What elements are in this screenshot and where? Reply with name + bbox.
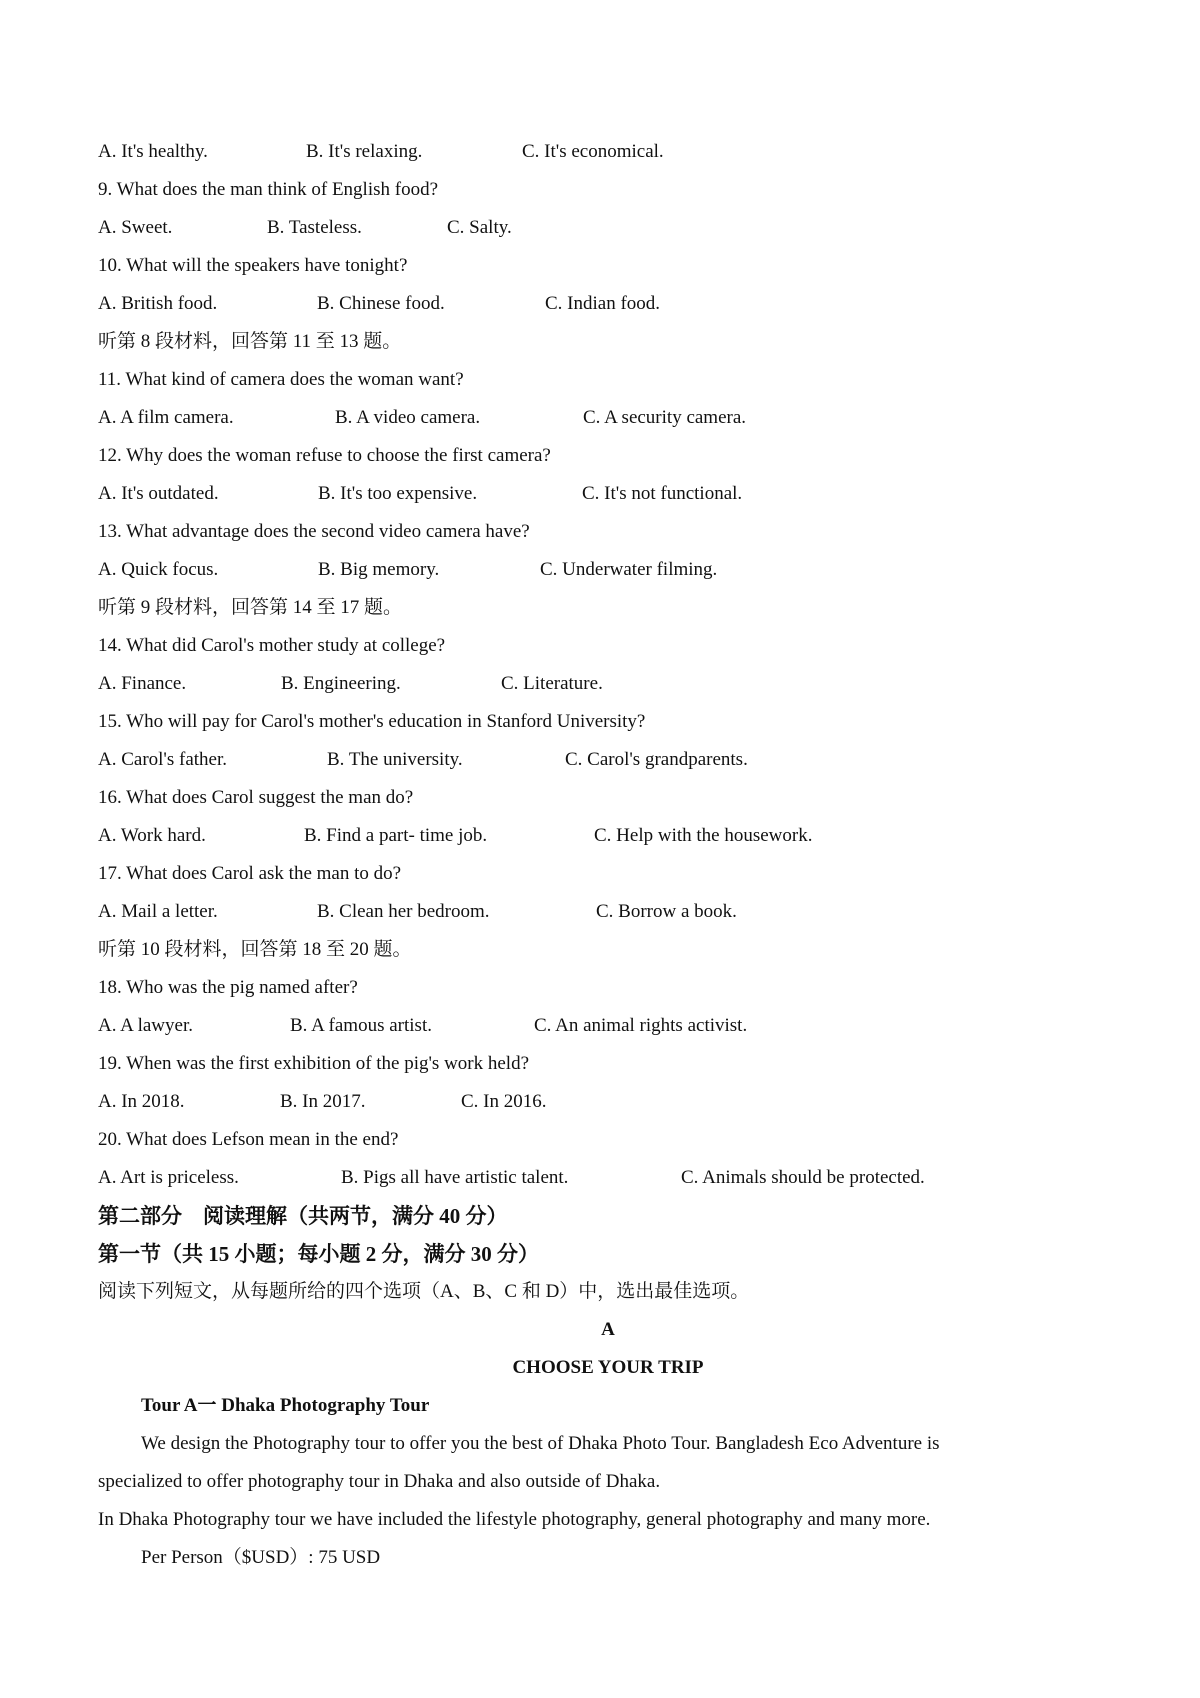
option-b: B. A famous artist. — [290, 1015, 432, 1036]
option-c: C. Underwater filming. — [540, 559, 718, 580]
option-a: A. Work hard. — [98, 825, 206, 846]
exam-page — [98, 133, 1118, 1577]
option-c: C. Animals should be protected. — [681, 1167, 925, 1188]
option-b: B. Find a part- time job. — [304, 825, 488, 846]
option-b: B. Big memory. — [318, 559, 440, 580]
listening-instruction: 听第 10 段材料，回答第 18 至 20 题。 — [98, 939, 412, 960]
options — [98, 665, 1118, 703]
options — [98, 1083, 1118, 1121]
option-c: C. Literature. — [501, 673, 603, 694]
passage-title: CHOOSE YOUR TRIP — [512, 1357, 704, 1378]
question: 9. What does the man think of English food? — [98, 179, 439, 200]
option-b: B. Pigs all have artistic talent. — [341, 1167, 569, 1188]
option-a: A. British food. — [98, 293, 218, 314]
question: 20. What does Lefson mean in the end? — [98, 1129, 399, 1150]
options — [98, 399, 1118, 437]
listening-instruction: 听第 9 段材料，回答第 14 至 17 题。 — [98, 597, 403, 618]
options — [98, 893, 1118, 931]
option-c: C. A security camera. — [583, 407, 747, 428]
options — [98, 475, 1118, 513]
question: 17. What does Carol ask the man to do? — [98, 863, 402, 884]
question: 19. When was the first exhibition of the pig's work held? — [98, 1053, 530, 1074]
option-b: B. A video camera. — [335, 407, 481, 428]
option-a: A. A lawyer. — [98, 1015, 193, 1036]
section-instruction: 阅读下列短文，从每题所给的四个选项（A、B、C 和 D）中，选出最佳选项。 — [98, 1281, 750, 1302]
question: 16. What does Carol suggest the man do? — [98, 787, 414, 808]
q8-options — [98, 133, 1118, 171]
option-a: A. Art is priceless. — [98, 1167, 239, 1188]
option-a: A. Quick focus. — [98, 559, 219, 580]
option-b: B. Chinese food. — [317, 293, 445, 314]
option-a: A. A film camera. — [98, 407, 234, 428]
option-a: A. Carol's father. — [98, 749, 228, 770]
option-a: A. Mail a letter. — [98, 901, 218, 922]
options — [98, 817, 1118, 855]
paragraph: We design the Photography tour to offer you the best of Dhaka Photo Tour. Bangladesh Eco Adventure is — [141, 1433, 940, 1454]
option-a: A. It's healthy. — [98, 141, 208, 162]
tour-title: Tour A一 Dhaka Photography Tour — [141, 1395, 430, 1416]
paragraph: specialized to offer photography tour in Dhaka and also outside of Dhaka. — [98, 1471, 661, 1492]
question: 10. What will the speakers have tonight? — [98, 255, 408, 276]
question: 18. Who was the pig named after? — [98, 977, 358, 998]
option-c: C. It's economical. — [522, 141, 664, 162]
option-b: B. Engineering. — [281, 673, 401, 694]
option-a: A. In 2018. — [98, 1091, 185, 1112]
tour-price: Per Person（$USD）: 75 USD — [141, 1547, 381, 1568]
option-b: B. Tasteless. — [267, 217, 362, 238]
option-c: C. Salty. — [447, 217, 512, 238]
option-b: B. Clean her bedroom. — [317, 901, 490, 922]
options — [98, 1159, 1118, 1197]
option-b: B. It's relaxing. — [306, 141, 423, 162]
option-a: A. Finance. — [98, 673, 187, 694]
option-b: B. It's too expensive. — [318, 483, 478, 504]
options — [98, 209, 1118, 247]
question: 15. Who will pay for Carol's mother's education in Stanford University? — [98, 711, 646, 732]
paragraph: In Dhaka Photography tour we have included the lifestyle photography, general photography and many more. — [98, 1509, 931, 1530]
option-c: C. An animal rights activist. — [534, 1015, 748, 1036]
listening-instruction: 听第 8 段材料，回答第 11 至 13 题。 — [98, 331, 402, 352]
question: 11. What kind of camera does the woman want? — [98, 369, 464, 390]
passage-label: A — [601, 1319, 615, 1340]
option-a: A. It's outdated. — [98, 483, 219, 504]
option-a: A. Sweet. — [98, 217, 173, 238]
question: 12. Why does the woman refuse to choose the first camera? — [98, 445, 551, 466]
question: 14. What did Carol's mother study at college? — [98, 635, 446, 656]
option-c: C. Borrow a book. — [596, 901, 737, 922]
option-c: C. It's not functional. — [582, 483, 743, 504]
options — [98, 1007, 1118, 1045]
part-title: 第二部分 阅读理解（共两节，满分 40 分） — [98, 1204, 508, 1228]
options — [98, 741, 1118, 779]
option-c: C. Indian food. — [545, 293, 661, 314]
option-c: C. Carol's grandparents. — [565, 749, 748, 770]
option-c: C. Help with the housework. — [594, 825, 813, 846]
section-title: 第一节（共 15 小题；每小题 2 分，满分 30 分） — [98, 1242, 539, 1266]
options — [98, 285, 1118, 323]
option-b: B. The university. — [327, 749, 463, 770]
option-b: B. In 2017. — [280, 1091, 366, 1112]
question: 13. What advantage does the second video camera have? — [98, 521, 530, 542]
options — [98, 551, 1118, 589]
option-c: C. In 2016. — [461, 1091, 547, 1112]
